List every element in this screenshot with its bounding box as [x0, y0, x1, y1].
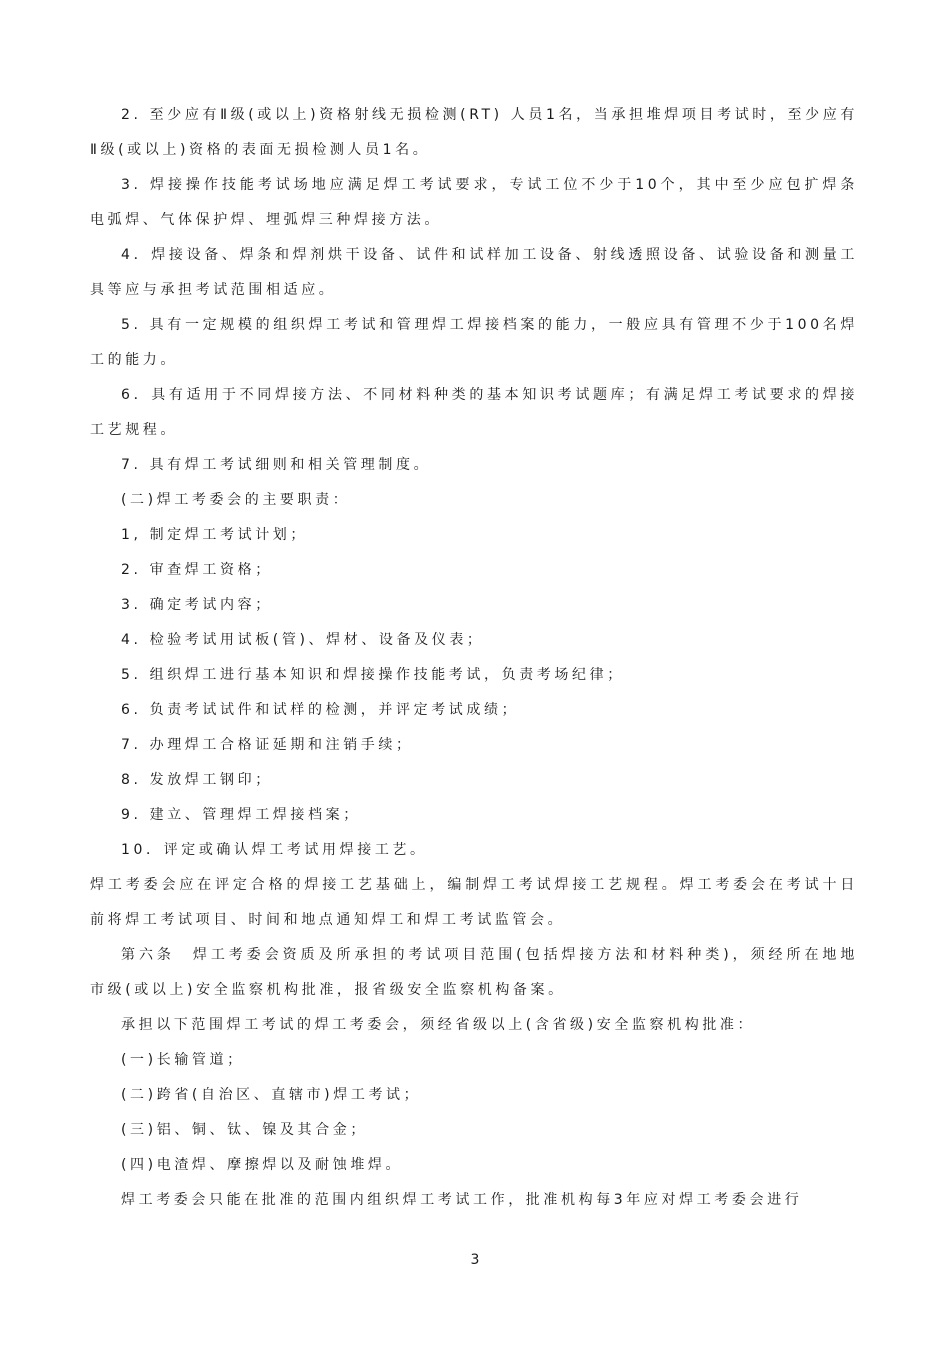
duty-item-2: 2. 审查焊工资格； — [121, 562, 273, 578]
duty-item-9: 9. 建立、管理焊工焊接档案； — [121, 807, 361, 823]
document-body — [90, 98, 858, 1218]
duty-item-7: 7. 办理焊工合格证延期和注销手续； — [121, 737, 414, 753]
paragraph-process-notice: 焊工考委会应在评定合格的焊接工艺基础上，编制焊工考试焊接工艺规程。焊工考委会在考试十日前将焊工考试项目、时间和地点通知焊工和焊工考试监管会。 — [90, 877, 858, 928]
duty-item-1: 1, 制定焊工考试计划； — [121, 527, 309, 543]
article-six: 第六条 焊工考委会资质及所承担的考试项目范围(包括焊接方法和材料种类)，须经所在地地市级(或以上)安全监察机构批准，报省级安全监察机构备案。 — [90, 947, 858, 998]
paragraph-6: 7. 具有焊工考试细则和相关管理制度。 — [121, 457, 432, 473]
paragraph-review: 焊工考委会只能在批准的范围内组织焊工考试工作，批准机构每3年应对焊工考委会进行 — [121, 1192, 803, 1208]
paragraph-1: 2. 至少应有Ⅱ级(或以上)资格射线无损检测(RT) 人员1名，当承担堆焊项目考试时，至少应有Ⅱ级(或以上)资格的表面无损检测人员1名。 — [90, 107, 858, 158]
duty-item-10: 10．评定或确认焊工考试用焊接工艺。 — [121, 842, 428, 858]
section-heading-duties: (二)焊工考委会的主要职责： — [121, 492, 351, 508]
paragraph-3: 4．焊接设备、焊条和焊剂烘干设备、试件和试样加工设备、射线透照设备、试验设备和测量工具等应与承担考试范围相适应。 — [90, 247, 858, 298]
paragraph-provincial-approval: 承担以下范围焊工考试的焊工考委会，须经省级以上(含省级)安全监察机构批准： — [121, 1017, 756, 1033]
paragraph-4: 5. 具有一定规模的组织焊工考试和管理焊工焊接档案的能力，一般应具有管理不少于100名焊工的能力。 — [90, 317, 858, 368]
paragraph-2: 3. 焊接操作技能考试场地应满足焊工考试要求，专试工位不少于10个，其中至少应包扩焊条电弧焊、气体保护焊、埋弧焊三种焊接方法。 — [90, 177, 858, 228]
scope-item-4: (四)电渣焊、摩擦焊以及耐蚀堆焊。 — [121, 1157, 404, 1173]
duty-item-3: 3. 确定考试内容； — [121, 597, 273, 613]
scope-item-1: (一)长输管道； — [121, 1052, 245, 1068]
duty-item-5: 5. 组织焊工进行基本知识和焊接操作技能考试，负责考场纪律； — [121, 667, 625, 683]
page-number: 3 — [470, 1252, 480, 1268]
scope-item-3: (三)铝、铜、钛、镍及其合金； — [121, 1122, 368, 1138]
duty-item-6: 6. 负责考试试件和试样的检测，并评定考试成绩； — [121, 702, 520, 718]
duty-item-4: 4. 检验考试用试板(管)、焊材、设备及仪表； — [121, 632, 485, 648]
paragraph-5: 6．具有适用于不同焊接方法、不同材料种类的基本知识考试题库；有满足焊工考试要求的焊接工艺规程。 — [90, 387, 858, 438]
duty-item-8: 8. 发放焊工钢印； — [121, 772, 273, 788]
scope-item-2: (二)跨省(自治区、直辖市)焊工考试； — [121, 1087, 422, 1103]
